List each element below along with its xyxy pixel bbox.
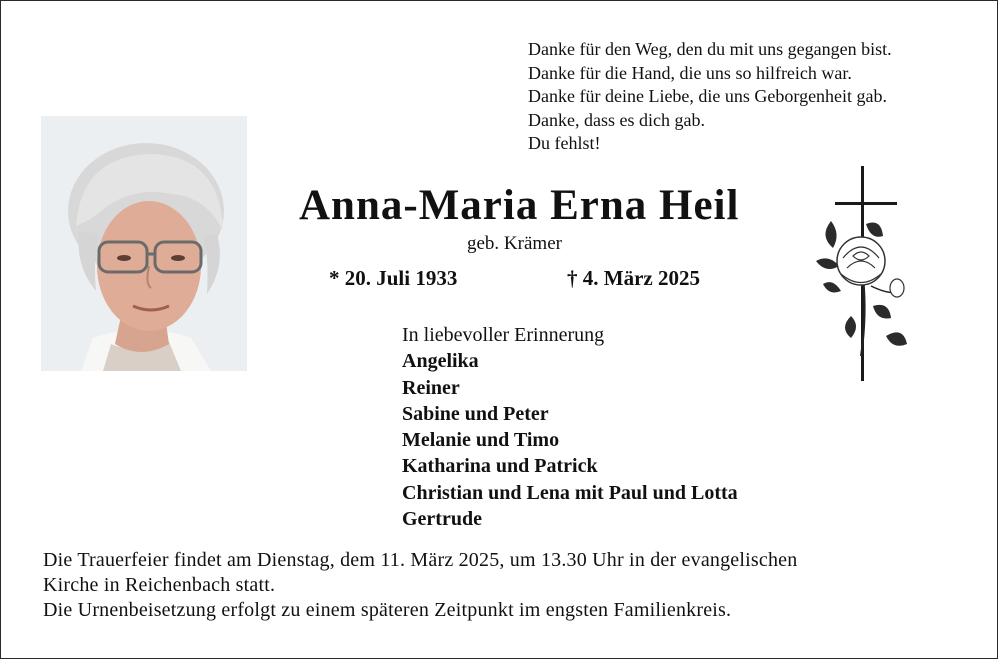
mourner-name: Sabine und Peter xyxy=(402,402,549,425)
remembrance-line: In liebevoller Erinnerung xyxy=(402,324,605,346)
poem xyxy=(528,38,892,156)
notice-line: Kirche in Reichenbach statt. xyxy=(43,574,276,596)
mourners-list xyxy=(402,322,738,532)
birth-name: geb. Krämer xyxy=(467,233,562,254)
mourner-name: Gertrude xyxy=(402,508,482,531)
death-date: † 4. März 2025 xyxy=(567,266,700,290)
birth-date: * 20. Juli 1933 xyxy=(329,266,458,290)
mourner-name: Angelika xyxy=(402,350,479,373)
funeral-notice xyxy=(43,548,959,623)
notice-line: Die Urnenbeisetzung erfolgt zu einem späteren Zeitpunkt im engsten Familienkreis. xyxy=(43,599,732,621)
deceased-name: Anna-Maria Erna Heil xyxy=(299,182,740,229)
portrait-illustration xyxy=(41,116,247,371)
poem-line: Danke für den Weg, den du mit uns gegangen bist. xyxy=(528,39,892,59)
portrait-photo xyxy=(41,116,247,371)
poem-line: Danke für die Hand, die uns so hilfreich war. xyxy=(528,62,852,83)
mourner-name: Katharina und Patrick xyxy=(402,455,598,478)
notice-line: Die Trauerfeier findet am Dienstag, dem 11. März 2025, um 13.30 Uhr in der evangelischen xyxy=(43,549,798,571)
mourner-name: Christian und Lena mit Paul und Lotta xyxy=(402,481,738,504)
cross-with-rose-icon xyxy=(811,166,911,386)
poem-line: Du fehlst! xyxy=(528,133,601,153)
poem-line: Danke für deine Liebe, die uns Geborgenheit gab. xyxy=(528,86,888,106)
poem-line: Danke, dass es dich gab. xyxy=(528,109,705,130)
mourner-name: Melanie und Timo xyxy=(402,429,560,452)
mourner-name: Reiner xyxy=(402,376,460,399)
